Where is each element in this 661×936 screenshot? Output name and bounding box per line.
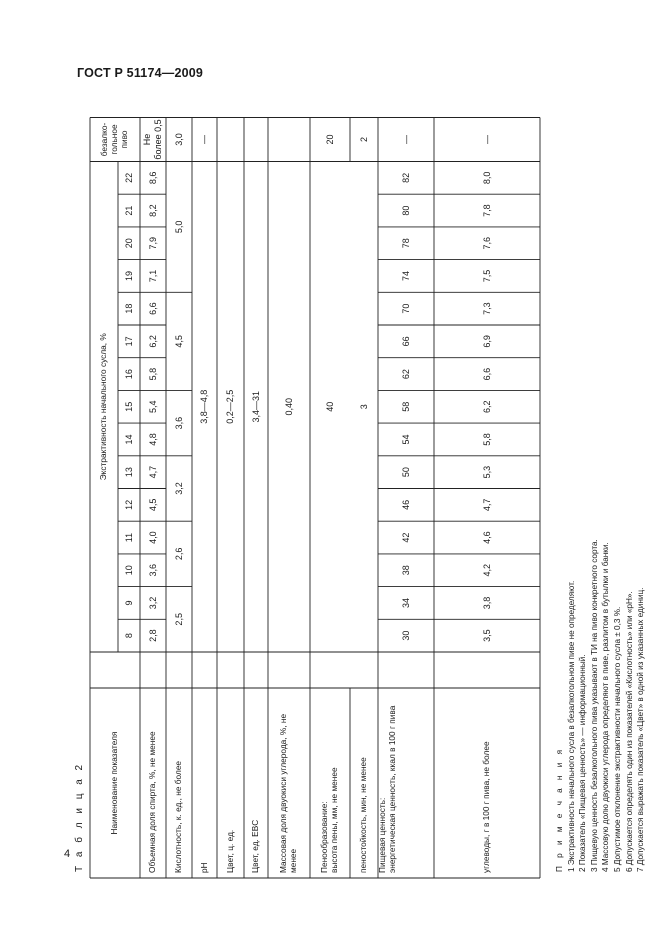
acidity-group-value: 4,5 [173, 335, 184, 348]
carbs-value: 6,9 [481, 335, 492, 348]
extract-col-header: 12 [123, 499, 134, 510]
energy-value: 62 [400, 369, 411, 380]
alcohol-value: 7,9 [147, 237, 158, 250]
alcohol-value: 3,6 [147, 564, 158, 577]
energy-value: 58 [400, 401, 411, 412]
foam-height-label: высота пены, мм, не менее [329, 767, 339, 873]
energy-value: 82 [400, 172, 411, 183]
extract-col-header: 8 [123, 633, 134, 639]
alcohol-nonalc: Не более 0,5 [142, 119, 163, 160]
foam-section-title: Пенообразование: [319, 801, 330, 873]
note-item: 1 Экстрактивность начального сусла в безалкогольном пиве не определяют. [566, 580, 576, 872]
alcohol-value: 6,2 [147, 335, 158, 348]
extract-col-header: 15 [123, 401, 134, 412]
extract-col-header: 14 [123, 434, 134, 445]
carbs-value: 5,8 [481, 433, 492, 446]
acidity-group-value: 5,0 [173, 220, 184, 234]
alcohol-value: 2,8 [147, 629, 158, 642]
alcohol-value: 8,6 [147, 171, 158, 185]
col-header-extract: Экстрактивность начального сусла, % [98, 333, 109, 481]
alcohol-value: 4,5 [147, 498, 158, 512]
table-label: Т а б л и ц а 2 [74, 761, 85, 872]
name-gap-column [140, 652, 540, 688]
extract-col-header: 13 [123, 467, 134, 478]
note-item: 2 Показатель «Пищевая ценность» — информационный. [578, 654, 588, 872]
alcohol-value: 4,7 [147, 465, 158, 479]
extract-col-header: 17 [123, 336, 134, 347]
foam-height-nonalc: 20 [324, 134, 335, 145]
alcohol-value: 7,1 [147, 269, 158, 283]
row-label-foam-height [310, 688, 350, 878]
carbs-value: 3,5 [481, 629, 492, 642]
rotated-table-area [74, 98, 646, 878]
energy-value: 66 [400, 336, 411, 347]
energy-value: 50 [400, 467, 411, 478]
extract-col-header: 16 [123, 369, 134, 380]
acidity-group-value: 2,5 [173, 613, 184, 626]
alcohol-value: 3,2 [147, 596, 158, 610]
co2-value: 0,40 [283, 397, 294, 416]
extract-col-header: 21 [123, 205, 134, 216]
foam-stability-value: 3 [358, 404, 369, 410]
extract-col-header: 20 [123, 238, 134, 249]
row-label-color-ebc: Цвет, ед. EBC [250, 819, 261, 873]
page-number: 4 [64, 848, 71, 860]
carbs-value: 4,7 [481, 498, 492, 512]
foam-stability-nonalc: 2 [358, 137, 369, 143]
energy-value: 70 [400, 303, 411, 314]
acidity-group-value: 2,6 [173, 547, 184, 561]
carbs-value: 4,2 [481, 564, 492, 577]
row-label-co2: Массовая доля двуокиси углерода, %, не менее [278, 713, 298, 873]
carbs-value: 7,3 [481, 302, 492, 315]
alcohol-value: 5,4 [147, 400, 158, 414]
acidity-nonalc: 3,0 [173, 133, 184, 146]
note-item: 5 Допустимое отклонение экстрактивности начального сусла ± 0,3 %. [612, 606, 622, 872]
energy-value: 80 [400, 205, 411, 216]
carbs-value: 7,6 [481, 237, 492, 250]
extract-col-header: 9 [123, 600, 134, 606]
note-item: 7 Допускается выражать показатель «Цвет» в одной из указанных единиц. [636, 587, 646, 872]
energy-value: 54 [400, 434, 411, 445]
col-header-nonalc: безалко- гольное пиво [99, 122, 129, 157]
note-item: 3 Пищевую ценность безалкогольного пива указывают в ТИ на пиво конкретного сорта. [589, 539, 599, 872]
row-label-alcohol: Объемная доля спирта, %, не менее [147, 731, 158, 873]
nutrition-section-title: Пищевая ценность: [377, 797, 387, 873]
color-value: 0,2—2,5 [225, 389, 236, 424]
extract-col-header: 10 [123, 565, 134, 576]
energy-value: 38 [400, 565, 411, 576]
carbs-value: 4,6 [481, 531, 492, 544]
carbs-value: 7,5 [481, 269, 492, 283]
energy-value: 46 [400, 499, 411, 510]
extract-col-header: 22 [123, 172, 134, 183]
energy-value: 34 [400, 597, 411, 608]
document-header: ГОСТ Р 51174—2009 [77, 66, 204, 80]
energy-label: энергетическая ценность, ккал в 100 г пива [386, 705, 397, 873]
acidity-group-value: 3,6 [173, 416, 184, 430]
acidity-group-value: 3,2 [173, 482, 184, 495]
row-label-energy [378, 688, 434, 878]
foam-height-value: 40 [324, 401, 335, 412]
color-ebc-value: 3,4—31 [250, 390, 261, 423]
energy-value: 78 [400, 238, 411, 249]
alcohol-value: 4,0 [147, 531, 158, 544]
energy-value: 42 [400, 532, 411, 543]
ph-value: 3,8—4,8 [199, 389, 210, 424]
alcohol-value: 5,8 [147, 367, 158, 381]
energy-nonalc: — [400, 135, 411, 144]
carbs-value: 8,0 [481, 171, 492, 185]
row-label-ph: pH [198, 862, 209, 873]
extract-col-header: 18 [123, 303, 134, 314]
carbs-value: 7,8 [481, 204, 492, 217]
notes-block [554, 539, 647, 872]
carbs-nonalc: — [481, 135, 492, 144]
carbs-value: 6,2 [481, 400, 492, 414]
row-label-acidity: Кислотность, к. ед., не более [173, 760, 184, 873]
alcohol-value: 6,6 [147, 302, 158, 315]
note-item: 6 Допускается определять один из показателей «Кислотность» или «pH». [624, 591, 634, 872]
note-item: 4 Массовую долю двуокиси углерода определяют в пиве, разлитом в бутылки и банки. [601, 542, 611, 872]
col-header-name: Наименование показателя [109, 731, 120, 835]
ph-nonalc: — [199, 135, 210, 144]
extract-col-header: 11 [123, 532, 134, 543]
row-label-carbs: углеводы, г в 100 г пива, не более [481, 741, 492, 873]
notes-title: П р и м е ч а н и я [555, 746, 564, 872]
row-label-foam-stability: пеностойкость, мин, не менее [358, 757, 369, 873]
row-label-color: Цвет, ц. ед. [224, 829, 235, 873]
alcohol-value: 4,8 [147, 433, 158, 446]
energy-value: 30 [400, 630, 411, 641]
carbs-value: 3,8 [481, 596, 492, 610]
carbs-value: 6,6 [481, 367, 492, 381]
carbs-value: 5,3 [481, 465, 492, 479]
extract-col-header: 19 [123, 270, 134, 281]
energy-value: 74 [400, 270, 411, 281]
alcohol-value: 8,2 [147, 204, 158, 217]
